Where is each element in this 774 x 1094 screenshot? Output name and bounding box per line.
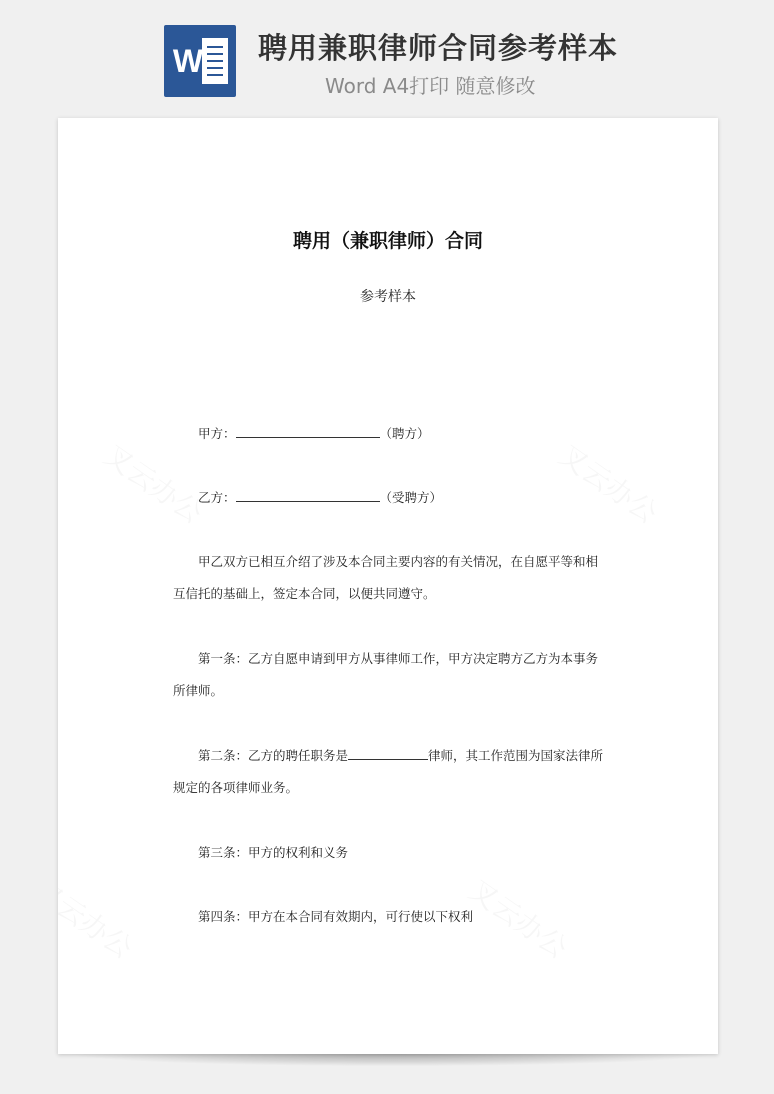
page-header <box>0 0 774 118</box>
header-subtitle: Word A4打印 随意修改 <box>325 74 536 98</box>
article-1-line-1: 第一条：乙方自愿申请到甲方从事律师工作，甲方决定聘方乙方为本事务 <box>198 651 599 666</box>
party-b-suffix: （受聘方） <box>379 490 443 505</box>
intro-line-2: 互信托的基础上，签定本合同，以便共同遵守。 <box>173 586 436 601</box>
header-title: 聘用兼职律师合同参考样本 <box>258 31 619 65</box>
article-1-line-2: 所律师。 <box>173 683 224 698</box>
party-b-label: 乙方： <box>198 490 236 505</box>
watermark <box>97 434 212 531</box>
word-letter: W <box>172 43 204 79</box>
document-page <box>58 118 718 1054</box>
article-4: 第四条：甲方在本合同有效期内，可行使以下权利 <box>198 909 474 924</box>
position-blank[interactable] <box>348 746 428 760</box>
party-a-line <box>198 424 430 442</box>
party-a-label: 甲方： <box>198 426 236 441</box>
article-2-suffix: 律师，其工作范围为国家法律所 <box>428 748 604 763</box>
party-b-line <box>198 488 442 506</box>
article-2-line-2: 规定的各项律师业务。 <box>173 780 299 795</box>
party-a-suffix: （聘方） <box>379 426 430 441</box>
article-2-line-1 <box>198 746 603 764</box>
document-title: 聘用（兼职律师）合同 <box>292 230 483 252</box>
word-doc-icon <box>164 25 236 97</box>
intro-line-1: 甲乙双方已相互介绍了涉及本合同主要内容的有关情况，在自愿平等和相 <box>198 554 599 569</box>
watermark <box>462 869 577 966</box>
party-a-blank[interactable] <box>236 424 380 438</box>
article-3: 第三条：甲方的权利和义务 <box>198 845 349 860</box>
article-2-prefix: 第二条：乙方的聘任职务是 <box>198 748 349 763</box>
document-subtitle: 参考样本 <box>360 289 416 305</box>
watermark <box>58 869 141 966</box>
doc-lines-icon <box>202 38 228 84</box>
party-b-blank[interactable] <box>236 488 380 502</box>
watermark <box>552 434 667 531</box>
